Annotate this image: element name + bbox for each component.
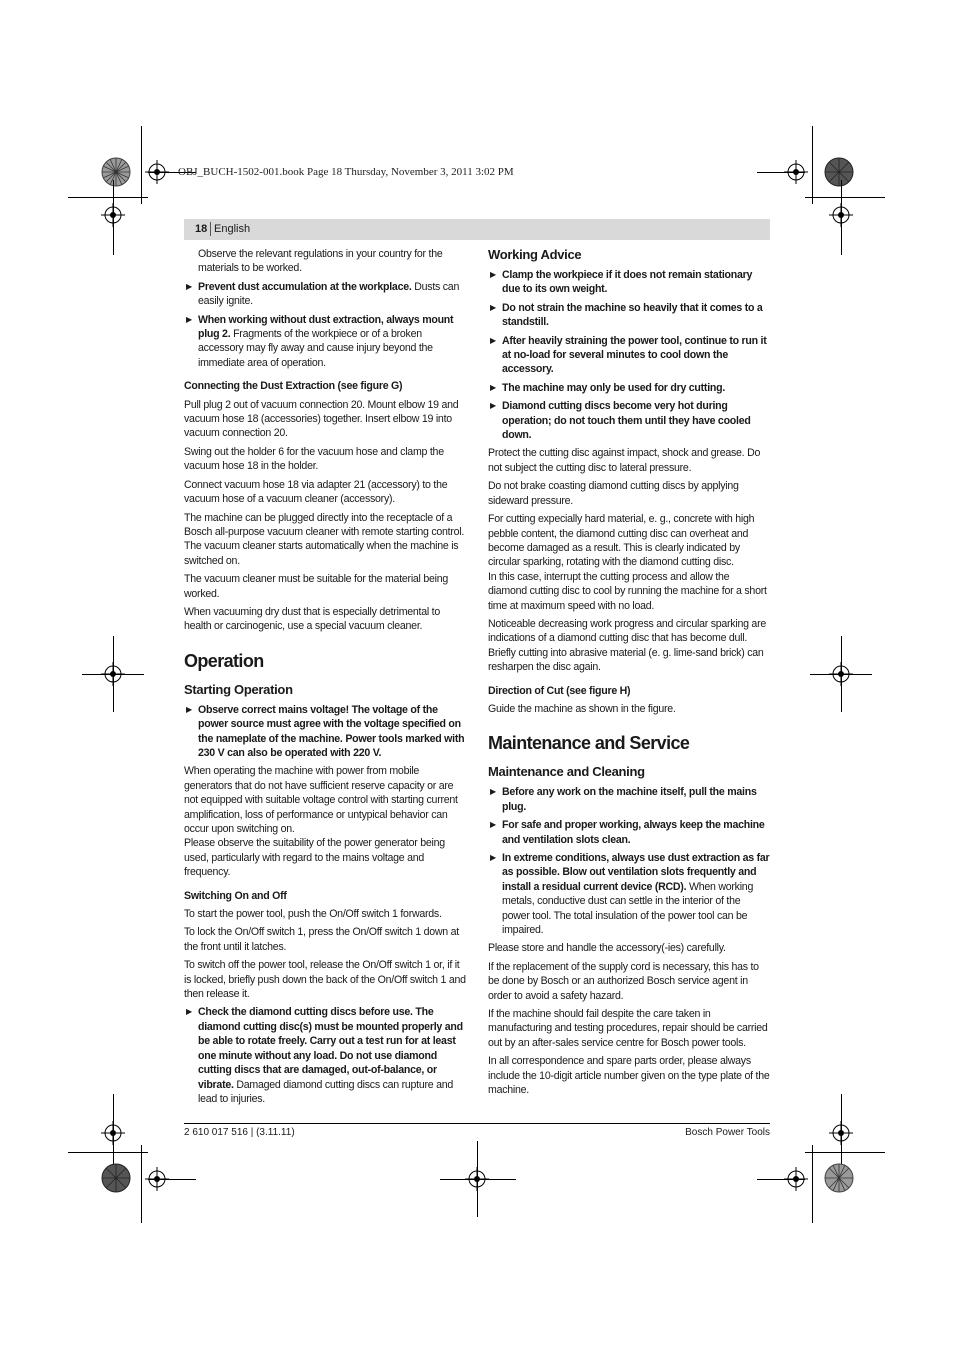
paragraph: If the machine should fail despite the care taken in manufacturing and testing procedures, repair should be carried out by an after-sales service centre for Bosch power tools. [488, 1008, 768, 1049]
bullet-item [184, 703, 466, 761]
arrow-bullet-icon: ▶ [186, 704, 192, 714]
subsection-heading: Starting Operation [184, 681, 293, 697]
paragraph: Pull plug 2 out of vacuum connection 20. Mount elbow 19 and vacuum hose 18 (accessories) together. Insert elbow 19 into vacuum connection 20. [184, 398, 459, 440]
bullet-item [184, 313, 466, 371]
subheading: Connecting the Dust Extraction (see figure G) [184, 380, 403, 393]
paragraph: When vacuuming dry dust that is especially detrimental to health or carcinogenic, use a special vacuum cleaner. [184, 605, 441, 633]
divider [210, 222, 211, 236]
bullet-item [488, 399, 770, 442]
arrow-bullet-icon: ▶ [490, 302, 496, 312]
paragraph: Connect vacuum hose 18 via adapter 21 (accessory) to the vacuum hose of a vacuum cleaner (accessory). [184, 478, 448, 506]
bullet-item [184, 1005, 466, 1106]
bullet-bold: The machine may only be used for dry cutting. [502, 381, 726, 394]
section-heading: Maintenance and Service [488, 733, 690, 754]
subsection-heading: Working Advice [488, 247, 582, 262]
bullet-item [488, 785, 770, 814]
bullet-bold: In extreme conditions, always use dust extraction as far as possible. Blow out ventilation slots frequently and install a residual current device (RCD). [502, 852, 770, 893]
footer-divider [184, 1123, 770, 1124]
bullet-bold: For safe and proper working, always keep the machine and ventilation slots clean. [502, 819, 765, 846]
section-heading: Operation [184, 650, 264, 671]
paragraph: To start the power tool, push the On/Off switch 1 forwards. [184, 908, 442, 921]
arrow-bullet-icon: ▶ [186, 281, 192, 291]
arrow-bullet-icon: ▶ [490, 787, 496, 797]
color-wheel-icon [101, 1163, 131, 1193]
color-wheel-icon [824, 1163, 854, 1193]
footer-doc-number: 2 610 017 516 | (3.11.11) [184, 1127, 295, 1138]
paragraph: The machine can be plugged directly into the receptacle of a Bosch all-purpose vacuum cleaner with remote starting control. The vacuum cleaner starts automatically when the machine is switched on. [184, 511, 465, 567]
paragraph: Guide the machine as shown in the figure. [488, 702, 676, 715]
bullet-item [488, 334, 770, 377]
bullet-item [488, 381, 770, 395]
paragraph: In all correspondence and spare parts order, please always include the 10-digit article number given on the type plate of the machine. [488, 1055, 770, 1097]
color-wheel-icon [101, 157, 131, 187]
bullet-bold: When working without dust extraction, always mount plug 2. [198, 313, 454, 341]
arrow-bullet-icon: ▶ [490, 853, 496, 862]
arrow-bullet-icon: ▶ [186, 1007, 192, 1017]
paragraph: Protect the cutting disc against impact, shock and grease. Do not subject the cutting disc to lateral pressure. [488, 447, 761, 474]
paragraph: If the replacement of the supply cord is necessary, this has to be done by Bosch or an authorized Bosch service agent in order to avoid a safety hazard. [488, 960, 759, 1002]
bullet-bold: Check the diamond cutting discs before use. The diamond cutting disc(s) must be mounted properly and be able to rotate freely. Carry out a test run for at least one minute without any load. Do not use diamond cutting discs that are damaged, out-of-balance, or vibrate. [198, 1006, 463, 1091]
paragraph: Please observe the suitability of the power generator being used, particularly with regard to the mains voltage and frequency. [184, 837, 445, 879]
bullet-item [488, 818, 770, 847]
subheading: Switching On and Off [184, 889, 287, 902]
bullet-bold: After heavily straining the power tool, continue to run it at no-load for several minutes to cool down the accessory. [502, 334, 767, 376]
paragraph: Observe the relevant regulations in your country for the materials to be worked. [198, 248, 443, 275]
paragraph: In this case, interrupt the cutting process and allow the diamond cutting disc to cool by running the machine for a short time at maximum speed with no load. [488, 570, 767, 612]
paragraph: To lock the On/Off switch 1, press the On/Off switch 1 down at the front until it latches. [184, 926, 459, 953]
paragraph: The vacuum cleaner must be suitable for the material being worked. [184, 573, 449, 600]
bullet-text: Dusts can easily ignite. [198, 280, 460, 308]
page-number: 18 [195, 223, 208, 235]
arrow-bullet-icon: ▶ [490, 270, 496, 279]
bullet-bold: Diamond cutting discs become very hot during operation; do not touch them until they have cooled down. [502, 400, 751, 442]
paragraph: Noticeable decreasing work progress and circular sparking are indications of a diamond cutting disc that has become dull. Briefly cutting into abrasive material (e. g. lime-sand brick) can resharpen the disc again. [488, 617, 766, 674]
bullet-item [488, 851, 770, 937]
right-column [488, 247, 770, 1102]
arrow-bullet-icon: ▶ [490, 401, 496, 411]
bullet-text: Damaged diamond cutting discs can rupture and lead to injuries. [198, 1078, 454, 1105]
paragraph: Swing out the holder 6 for the vacuum hose and clamp the vacuum hose 18 in the holder. [184, 445, 444, 473]
bullet-bold: Do not strain the machine so heavily that it comes to a standstill. [502, 301, 763, 329]
color-wheel-icon [824, 157, 854, 187]
bullet-bold: Clamp the workpiece if it does not remain stationary due to its own weight. [502, 269, 753, 296]
bullet-item [184, 280, 466, 309]
left-column [184, 247, 466, 1110]
paragraph: Please store and handle the accessory(-ies) carefully. [488, 942, 726, 955]
language-label: English [214, 223, 251, 235]
arrow-bullet-icon: ▶ [490, 382, 496, 392]
page-header [184, 219, 770, 240]
print-header: OBJ_BUCH-1502-001.book Page 18 Thursday, November 3, 2011 3:02 PM [178, 166, 514, 178]
subsection-heading: Maintenance and Cleaning [488, 764, 645, 780]
arrow-bullet-icon: ▶ [490, 820, 496, 830]
paragraph: For cutting expecially hard material, e. g., concrete with high pebble content, the diamond cutting disc can overheat and become damaged as a result. This is clearly indicated by circular sparking, rotating with the diamond cutting disc. [488, 513, 755, 569]
bullet-text: Fragments of the workpiece or of a broken accessory may fly away and cause injury beyond the immediate area of operation. [198, 328, 433, 369]
bullet-item [488, 301, 770, 330]
bullet-bold: Observe correct mains voltage! The voltage of the power source must agree with the voltage specified on the nameplate of the machine. Power tools marked with 230 V can also be operated with 220 V. [198, 703, 465, 759]
bullet-text: When working metals, conductive dust can settle in the interior of the power tool. The total insulation of the power tool can be impaired. [502, 880, 754, 937]
arrow-bullet-icon: ▶ [186, 314, 192, 324]
arrow-bullet-icon: ▶ [490, 335, 496, 345]
bullet-item [488, 268, 770, 297]
footer-brand: Bosch Power Tools [685, 1127, 770, 1138]
paragraph: To switch off the power tool, release the On/Off switch 1 or, if it is locked, briefly push down the back of the On/Off switch 1 and then release it. [184, 959, 466, 1001]
subheading: Direction of Cut (see figure H) [488, 684, 631, 697]
paragraph: When operating the machine with power from mobile generators that do not have sufficient reserve capacity or are not equipped with suitable voltage control with starting current amplification, loss of performance or untypical behavior can occur upon switching on. [184, 765, 458, 835]
bullet-bold: Before any work on the machine itself, pull the mains plug. [502, 786, 757, 813]
bullet-bold: Prevent dust accumulation at the workplace. [198, 280, 412, 293]
paragraph: Do not brake coasting diamond cutting discs by applying sideward pressure. [488, 480, 739, 507]
